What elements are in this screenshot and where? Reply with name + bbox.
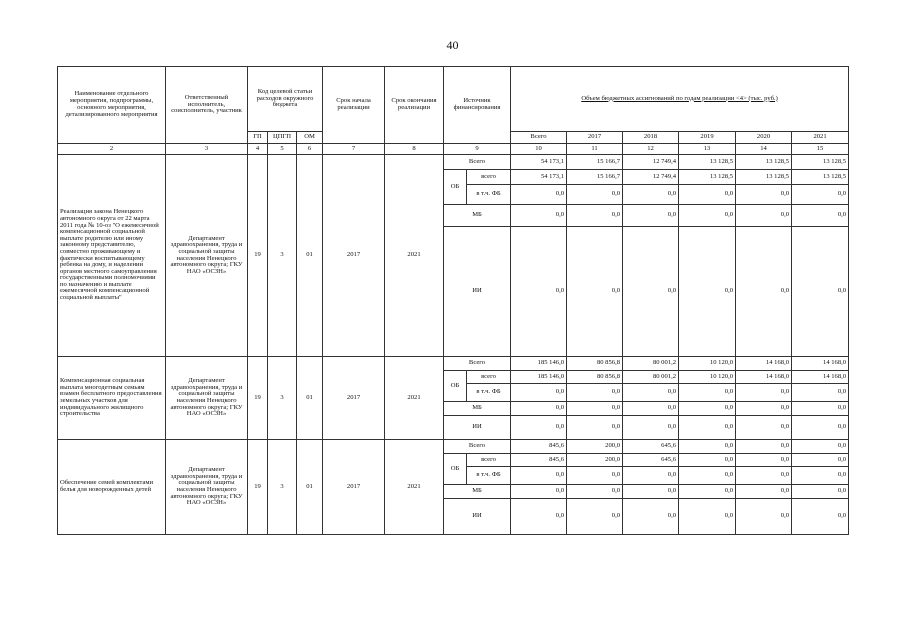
- source-label-ob-total: всего: [467, 371, 511, 384]
- amount-mb: 0,0: [792, 205, 849, 227]
- amount-mb: 0,0: [736, 485, 792, 499]
- source-label-mb: МБ: [444, 205, 511, 227]
- amount-fb: 0,0: [623, 185, 679, 205]
- column-number: 7: [323, 144, 385, 155]
- amount-total: 80 856,8: [567, 357, 623, 371]
- amount-ob-total: 14 168,0: [792, 371, 849, 384]
- amount-total: 0,0: [792, 440, 849, 454]
- amount-mb: 0,0: [567, 205, 623, 227]
- header-year: 2018: [623, 132, 679, 144]
- amount-ii: 0,0: [736, 416, 792, 440]
- code-gp: 19: [248, 357, 268, 440]
- amount-mb: 0,0: [623, 402, 679, 416]
- amount-fb: 0,0: [623, 467, 679, 485]
- amount-total: 0,0: [679, 440, 736, 454]
- end-year: 2021: [385, 440, 444, 535]
- source-label-ob-total: всего: [467, 454, 511, 467]
- amount-mb: 0,0: [567, 402, 623, 416]
- column-number: 13: [679, 144, 736, 155]
- amount-total: 845,6: [511, 440, 567, 454]
- amount-ob-total: 185 146,0: [511, 371, 567, 384]
- amount-fb: 0,0: [679, 185, 736, 205]
- source-label-fb: в т.ч. ФБ: [467, 384, 511, 402]
- header-year: 2020: [736, 132, 792, 144]
- header-name: Наименование отдельного мероприятия, подпрограммы, основного мероприятия, детализированного мероприятия: [58, 67, 166, 144]
- amount-fb: 0,0: [736, 467, 792, 485]
- amount-mb: 0,0: [736, 205, 792, 227]
- table-row: [58, 357, 849, 371]
- header-source: Источник финансирования: [444, 67, 511, 144]
- amount-total: 54 173,1: [511, 155, 567, 170]
- amount-ii: 0,0: [567, 416, 623, 440]
- amount-fb: 0,0: [511, 384, 567, 402]
- header-gp: ГП: [248, 132, 268, 144]
- amount-fb: 0,0: [567, 467, 623, 485]
- amount-total: 645,6: [623, 440, 679, 454]
- source-label-ii: ИИ: [444, 227, 511, 357]
- source-label-total: Всего: [444, 155, 511, 170]
- code-ptsgp: 3: [268, 155, 297, 357]
- amount-total: 13 128,5: [736, 155, 792, 170]
- header-volume: [511, 67, 849, 132]
- amount-mb: 0,0: [736, 402, 792, 416]
- code-gp: 19: [248, 440, 268, 535]
- amount-total: 80 001,2: [623, 357, 679, 371]
- amount-ii: 0,0: [623, 499, 679, 535]
- amount-mb: 0,0: [511, 485, 567, 499]
- source-label-ii: ИИ: [444, 416, 511, 440]
- source-label-fb: в т.ч. ФБ: [467, 467, 511, 485]
- column-number: 9: [444, 144, 511, 155]
- amount-total: 14 168,0: [792, 357, 849, 371]
- amount-ii: 0,0: [679, 499, 736, 535]
- amount-fb: 0,0: [679, 384, 736, 402]
- source-label-mb: МБ: [444, 402, 511, 416]
- amount-mb: 0,0: [623, 205, 679, 227]
- amount-mb: 0,0: [792, 402, 849, 416]
- header-om: ОМ: [297, 132, 323, 144]
- amount-ii: 0,0: [679, 416, 736, 440]
- amount-ii: 0,0: [567, 227, 623, 357]
- amount-ii: 0,0: [511, 227, 567, 357]
- amount-ii: 0,0: [736, 227, 792, 357]
- amount-mb: 0,0: [679, 485, 736, 499]
- amount-mb: 0,0: [511, 205, 567, 227]
- amount-total: 200,0: [567, 440, 623, 454]
- header-year: 2017: [567, 132, 623, 144]
- header-volume-text: Объем бюджетных ассигнований по годам реализации <4> (тыс. руб.): [581, 94, 778, 102]
- source-label-total: Всего: [444, 440, 511, 454]
- amount-total: 0,0: [736, 440, 792, 454]
- column-number: 6: [297, 144, 323, 155]
- amount-total: 13 128,5: [792, 155, 849, 170]
- amount-ob-total: 80 001,2: [623, 371, 679, 384]
- header-ptsgp: ЦПГП: [268, 132, 297, 144]
- source-label-fb: в т.ч. ФБ: [467, 185, 511, 205]
- budget-table: [57, 66, 849, 535]
- measure-name: Компенсационная социальная выплата многодетным семьям взамен бесплатного предоставления земельных участков для индивидуального жилищного строительства: [58, 357, 166, 440]
- source-label-ob: ОБ: [444, 170, 467, 205]
- amount-ob-total: 13 128,5: [736, 170, 792, 185]
- amount-ob-total: 0,0: [792, 454, 849, 467]
- amount-fb: 0,0: [792, 185, 849, 205]
- source-label-ob: ОБ: [444, 371, 467, 402]
- amount-mb: 0,0: [511, 402, 567, 416]
- source-label-ob: ОБ: [444, 454, 467, 485]
- amount-ii: 0,0: [736, 499, 792, 535]
- end-year: 2021: [385, 155, 444, 357]
- header-executor: Ответственный исполнитель, соисполнитель, участник: [166, 67, 248, 144]
- amount-total: 12 749,4: [623, 155, 679, 170]
- amount-ii: 0,0: [511, 499, 567, 535]
- source-label-total: Всего: [444, 357, 511, 371]
- measure-name: Обеспечение семей комплектами белья для новорожденных детей: [58, 440, 166, 535]
- column-number: 15: [792, 144, 849, 155]
- amount-ii: 0,0: [623, 227, 679, 357]
- amount-ob-total: 80 856,8: [567, 371, 623, 384]
- amount-fb: 0,0: [623, 384, 679, 402]
- header-year: 2019: [679, 132, 736, 144]
- amount-fb: 0,0: [511, 467, 567, 485]
- code-ptsgp: 3: [268, 440, 297, 535]
- amount-total: 185 146,0: [511, 357, 567, 371]
- column-number: 3: [166, 144, 248, 155]
- amount-total: 15 166,7: [567, 155, 623, 170]
- header-start: Срок начала реализации: [323, 67, 385, 144]
- amount-fb: 0,0: [736, 384, 792, 402]
- source-label-ii: ИИ: [444, 499, 511, 535]
- table-row: [58, 155, 849, 170]
- amount-fb: 0,0: [679, 467, 736, 485]
- table-row: [58, 440, 849, 454]
- column-number: 10: [511, 144, 567, 155]
- source-label-mb: МБ: [444, 485, 511, 499]
- amount-mb: 0,0: [679, 205, 736, 227]
- code-om: 01: [297, 155, 323, 357]
- amount-ob-total: 10 120,0: [679, 371, 736, 384]
- end-year: 2021: [385, 357, 444, 440]
- amount-total: 10 120,0: [679, 357, 736, 371]
- measure-executor: Департамент здравоохранения, труда и социальной защиты населения Ненецкого автономного округа; ГКУ НАО «ОСЗН»: [166, 440, 248, 535]
- page-number: 40: [446, 38, 459, 52]
- amount-fb: 0,0: [792, 467, 849, 485]
- header-end: Срок окончания реализации: [385, 67, 444, 144]
- measure-executor: Департамент здравоохранения, труда и социальной защиты населения Ненецкого автономного округа; ГКУ НАО «ОСЗН»: [166, 155, 248, 357]
- measure-executor: Департамент здравоохранения, труда и социальной защиты населения Ненецкого автономного округа; ГКУ НАО «ОСЗН»: [166, 357, 248, 440]
- source-label-ob-total: всего: [467, 170, 511, 185]
- code-ptsgp: 3: [268, 357, 297, 440]
- amount-mb: 0,0: [792, 485, 849, 499]
- amount-ob-total: 13 128,5: [792, 170, 849, 185]
- header-budget-code: Код целевой статьи расходов окружного бюджета: [248, 67, 323, 132]
- amount-mb: 0,0: [567, 485, 623, 499]
- header-total: Всего: [511, 132, 567, 144]
- header-year: 2021: [792, 132, 849, 144]
- amount-ob-total: 0,0: [679, 454, 736, 467]
- column-number: 14: [736, 144, 792, 155]
- amount-ob-total: 15 166,7: [567, 170, 623, 185]
- amount-ii: 0,0: [679, 227, 736, 357]
- amount-ob-total: 200,0: [567, 454, 623, 467]
- amount-fb: 0,0: [736, 185, 792, 205]
- amount-ob-total: 54 173,1: [511, 170, 567, 185]
- amount-ii: 0,0: [792, 227, 849, 357]
- amount-ii: 0,0: [792, 416, 849, 440]
- start-year: 2017: [323, 155, 385, 357]
- column-number: 11: [567, 144, 623, 155]
- amount-ii: 0,0: [623, 416, 679, 440]
- amount-ob-total: 13 128,5: [679, 170, 736, 185]
- code-om: 01: [297, 357, 323, 440]
- amount-ob-total: 845,6: [511, 454, 567, 467]
- column-number: 2: [58, 144, 166, 155]
- start-year: 2017: [323, 357, 385, 440]
- amount-ii: 0,0: [567, 499, 623, 535]
- amount-fb: 0,0: [511, 185, 567, 205]
- amount-mb: 0,0: [679, 402, 736, 416]
- column-number: 8: [385, 144, 444, 155]
- measure-name: Реализация закона Ненецкого автономного округа от 22 марта 2011 года № 10-оз "О ежемесячной компенсационной социальной выплате родителю или иному законному представителю, совместно проживающему и фактически воспитывающему ребенка на дому, и наделении органов местного самоуправления государственными полномочиями по назначению и выплате ежемесячной компенсационной социальной выплаты": [58, 155, 166, 357]
- code-om: 01: [297, 440, 323, 535]
- amount-ob-total: 14 168,0: [736, 371, 792, 384]
- amount-fb: 0,0: [567, 185, 623, 205]
- column-number: 4: [248, 144, 268, 155]
- amount-ob-total: 645,6: [623, 454, 679, 467]
- amount-ob-total: 12 749,4: [623, 170, 679, 185]
- amount-fb: 0,0: [792, 384, 849, 402]
- amount-ii: 0,0: [511, 416, 567, 440]
- amount-ii: 0,0: [792, 499, 849, 535]
- column-number: 12: [623, 144, 679, 155]
- amount-fb: 0,0: [567, 384, 623, 402]
- start-year: 2017: [323, 440, 385, 535]
- column-number: 5: [268, 144, 297, 155]
- amount-total: 14 168,0: [736, 357, 792, 371]
- amount-mb: 0,0: [623, 485, 679, 499]
- code-gp: 19: [248, 155, 268, 357]
- amount-total: 13 128,5: [679, 155, 736, 170]
- amount-ob-total: 0,0: [736, 454, 792, 467]
